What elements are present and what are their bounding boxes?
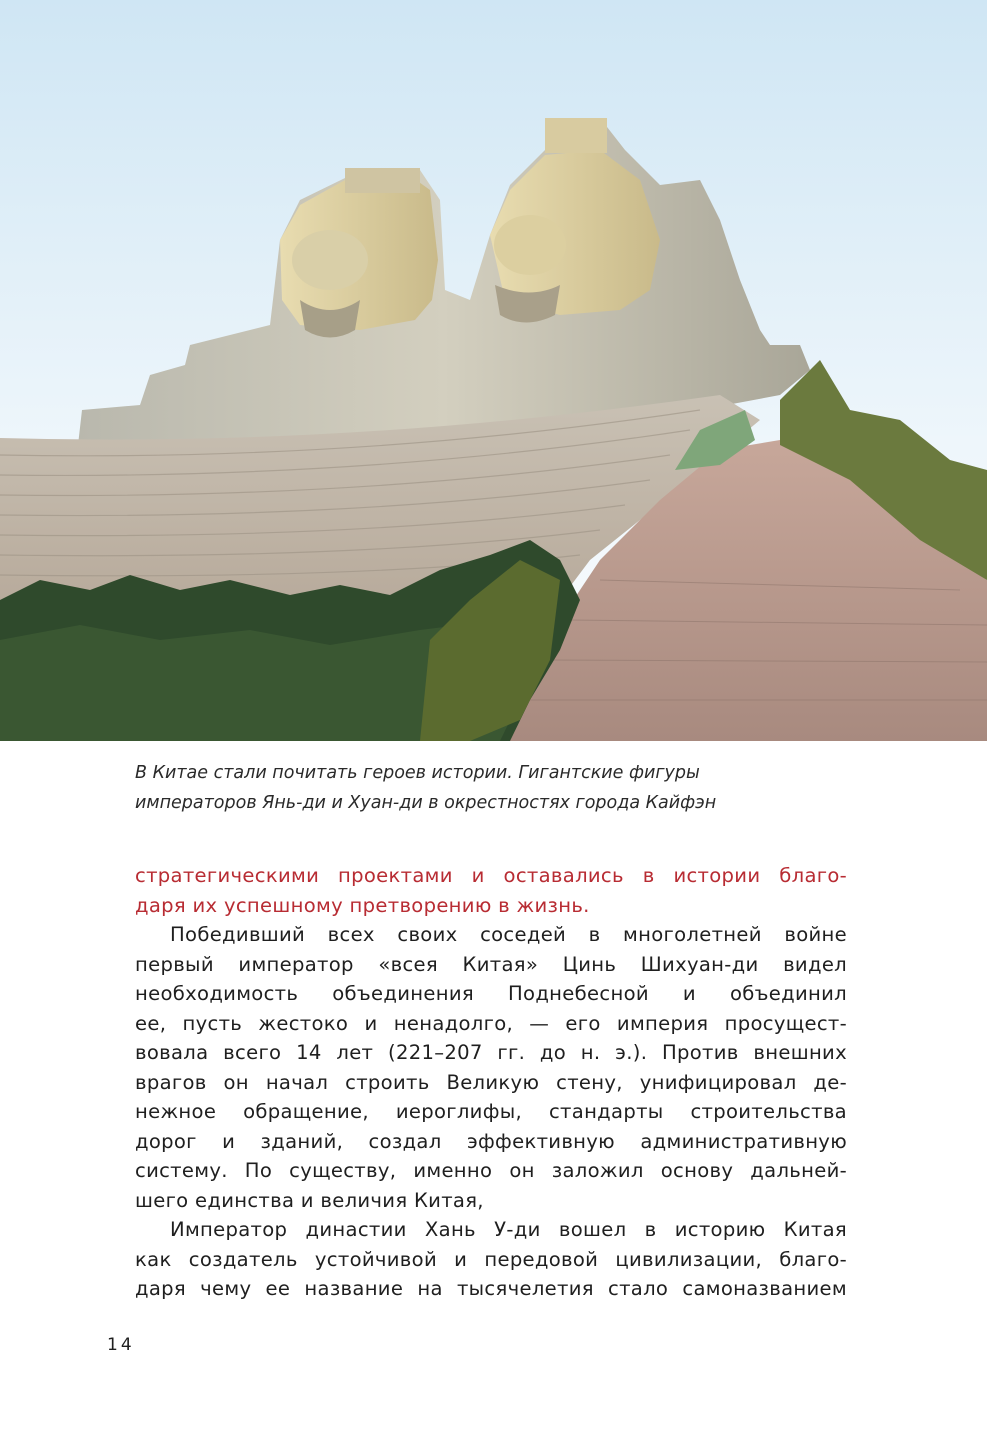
body-line: первый император «всея Китая» Цинь Шихуан-ди видел <box>135 952 847 976</box>
body-line: стратегическими проектами и оставались в истории благо- <box>135 864 847 887</box>
caption-line-1: В Китае стали почитать героев истории. Гигантские фигуры <box>135 763 700 783</box>
body-text <box>135 861 847 1304</box>
body-line: дорог и зданий, создал эффективную административную <box>135 1129 847 1153</box>
paragraph-first-line: Император династии Хань У-ди вошел в историю Китая <box>170 1218 847 1241</box>
caption-line-2: императоров Янь-ди и Хуан-ди в окрестностях города Кайфэн <box>135 793 717 813</box>
body-line: вовала всего 14 лет (221–207 гг. до н. э.). Против внешних <box>135 1041 847 1064</box>
body-line: систему. По существу, именно он заложил основу дальней- <box>135 1159 847 1182</box>
body-line: даря чему ее название на тысячелетия стало самоназванием <box>135 1277 847 1300</box>
body-line: нежное обращение, иероглифы, стандарты строительства <box>135 1100 847 1123</box>
body-line: врагов он начал строить Великую стену, унифицировал де- <box>135 1070 847 1094</box>
body-line: как создатель устойчивой и передовой цивилизации, благо- <box>135 1247 847 1271</box>
page-number: 14 <box>107 1335 135 1355</box>
photo-caption <box>135 758 835 818</box>
body-line: даря их успешному претворению в жизнь. <box>135 893 590 917</box>
paragraph-first-line: Победивший всех своих соседей в многолетней войне <box>170 923 847 946</box>
body-line: ее, пусть жестоко и ненадолго, — его империя просущест- <box>135 1011 847 1035</box>
body-line: необходимость объединения Поднебесной и объединил <box>135 982 847 1005</box>
body-line: шего единства и величия Китая, <box>135 1188 484 1212</box>
